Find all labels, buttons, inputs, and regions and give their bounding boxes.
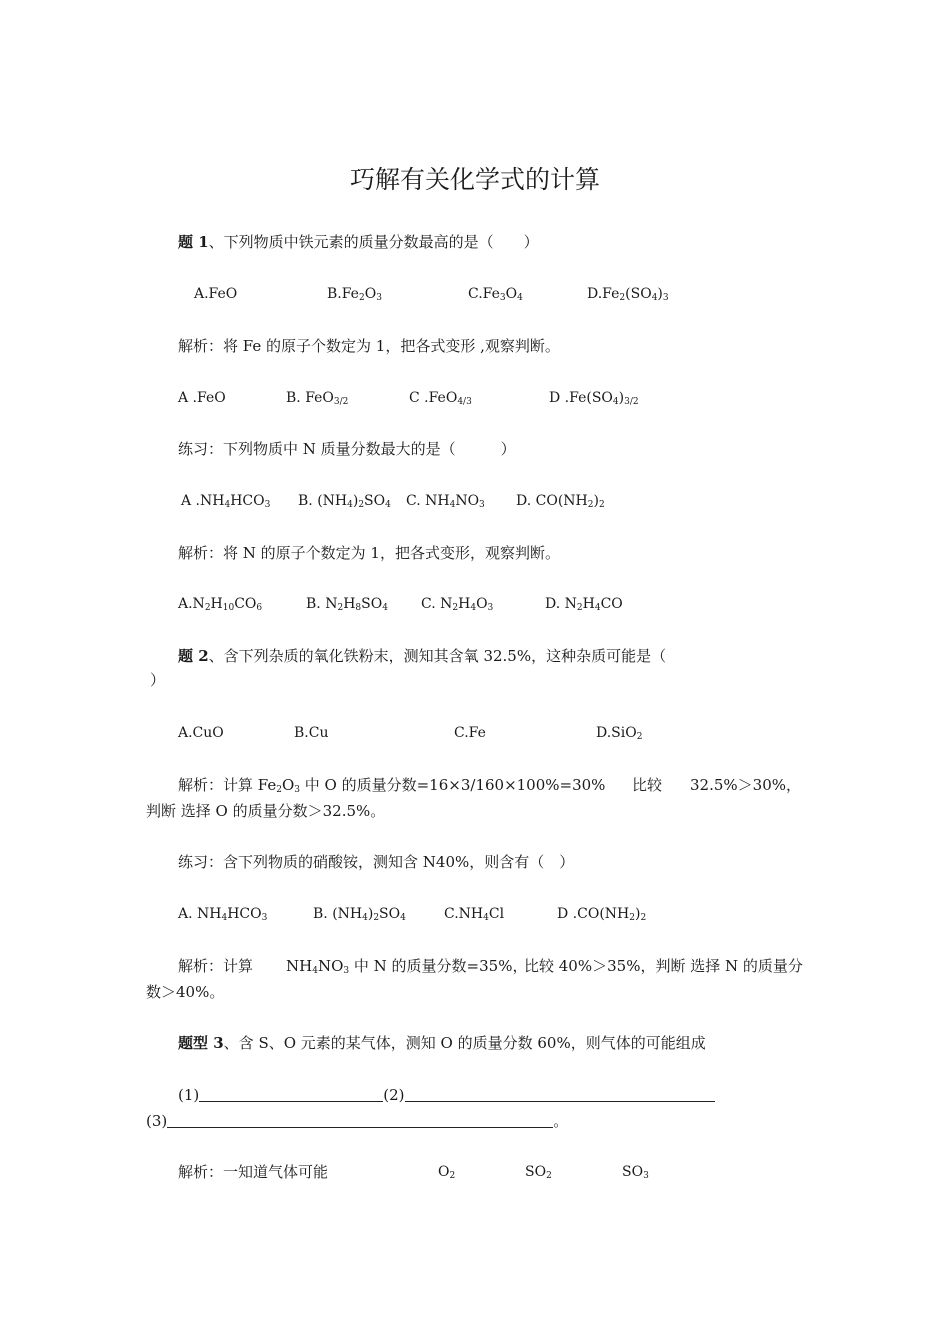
exercise-1-analysis: 解析：将 N 的原子个数定为 1，把各式变形，观察判断。 (178, 544, 560, 562)
option-d: $D.Fe_2(SO_4)_3$ (587, 286, 669, 303)
option-d: D $.CO(NH_2)_2$ (557, 906, 647, 923)
question-1 (178, 232, 539, 252)
exercise-2-analysis-line2: 数＞40%。 (146, 983, 225, 1001)
question-1-analysis: 解析：将 Fe 的原子个数定为 1，把各式变形 ,观察判断。 (178, 337, 560, 355)
option-c: C. $NH_4NO_3$ (406, 493, 485, 510)
question-2 (178, 646, 666, 666)
analysis-option-d: D. $N_2H_4CO$ (545, 596, 623, 613)
analysis-option-b: B. $N_2H_8SO_4$ (306, 596, 388, 613)
option-a: A.CuO (178, 725, 224, 741)
gas-so3: $SO_3$ (622, 1164, 649, 1181)
answer-blank-1[interactable] (199, 1086, 383, 1102)
analysis-option-d: D $.Fe(SO_4)_{3/2}$ (549, 390, 639, 407)
option-d: D. $CO(NH_2)_2$ (516, 493, 605, 510)
option-c: C.Fe (454, 725, 486, 741)
exercise-1-text: 练习：下列物质中 N 质量分数最大的是（ ） (178, 440, 516, 458)
option-d: D.SiO$_2$ (596, 725, 643, 742)
question-2-text: 、含下列杂质的氧化铁粉末，测知其含氧 32.5%，这种杂质可能是（ (208, 647, 667, 665)
option-b: $B.Fe_2O_3$ (327, 286, 382, 303)
gas-o2: $O_2$ (438, 1164, 456, 1181)
answer-blanks-row-2: (3) 。 (146, 1112, 569, 1130)
page-title: 巧解有关化学式的计算 (349, 165, 600, 194)
question-2-text-end: ） (150, 671, 166, 689)
exercise-2-text: 练习：含下列物质的硝酸铵，测知含 N40%，则含有（ ） (178, 853, 575, 871)
answer-blank-3[interactable] (167, 1112, 553, 1128)
question-1-text: 、下列物质中铁元素的质量分数最高的是（ ） (208, 233, 539, 251)
question-2-label: 题 2 (178, 647, 209, 665)
option-b: B. $(NH_4)_2SO_4$ (298, 493, 391, 510)
question-3-text: 、含 S、O 元素的某气体，测知 O 的质量分数 60%，则气体的可能组成 (223, 1034, 706, 1052)
option-a: A.FeO (194, 286, 238, 302)
analysis-option-b: B. FeO$_{3/2}$ (286, 390, 349, 407)
analysis-option-a: $A.N_2H_{10}CO_6$ (178, 596, 263, 613)
question-3-label: 题型 3 (178, 1034, 224, 1052)
answer-blanks-row-1: (1) (2) (178, 1085, 715, 1105)
analysis-option-c: C .FeO$_{4/3}$ (409, 390, 472, 407)
question-3 (178, 1033, 706, 1053)
option-a: A $.NH_4HCO_3$ (181, 493, 271, 510)
question-1-label: 题 1 (178, 233, 209, 251)
option-a: A. $NH_4HCO_3$ (178, 906, 268, 923)
option-b: B.Cu (294, 725, 329, 741)
analysis-option-a: A .FeO (178, 390, 226, 406)
analysis-option-c: C. $N_2H_4O_3$ (421, 596, 494, 613)
gas-so2: $SO_2$ (525, 1164, 552, 1181)
document-page: 巧解有关化学式的计算 题 1、下列物质中铁元素的质量分数最高的是（ ） A.FeO $B.Fe_2O_3$ $C.Fe_3O_4$ $D.Fe_2(SO_4)_3$ 解析：将 Fe 的原子个数定为 1，把各式变形 ,观察判断。 A .FeO B. FeO$_{3/2}$ C .FeO$_{4/3}$ D $.Fe(SO_4)_{3/2}$ 练习：下列物质中 N 质量分数最大的是（ ） A $.NH_4HCO_3$ B. $(NH_4)_2SO_4$ C. $NH_4NO_3$ D. $CO(NH_2)_2$ 解析：将 N 的原子个数定为 1，把各式变形，观察判断。 $A.N_2H_{10}CO_6$ B. $N_2H_8SO_4$ C. $N_2H_4O_3$ D. $N_2H_4CO$ 题 2、含下列杂质的氧化铁粉末，测知其含氧 32.5%，这种杂质可能是（ ） A.CuO B.Cu C.Fe D.SiO$_2$ 解析：计算 $Fe_2O_3$ 中 O 的质量分数=16×3/160×100%=30% 比较 32.5%＞30%， 判断 选择 O 的质量分数＞32.5%。 练习：含下列物质的硝酸铵，测知含 N40%，则含有（ ） A. $NH_4HCO_3$ B. $(NH_4)_2SO_4$ $C.NH_4Cl$ D $.CO(NH_2)_2$ 解析：计算 $NH_4NO_3$ 中 N 的质量分数=35%， 比较 40%＞35%，判断 选择 N 的质量分 数＞40%。 题型 3、含 S、O 元素的某气体，测知 O 的质量分数 60%，则气体的可能组成 (1) (2) (3) 。 解析：一知道气体可能 $O_2$ $SO_2$ $SO_3$ (0, 0, 950, 1344)
option-c: $C.NH_4Cl$ (444, 906, 505, 923)
option-c: $C.Fe_3O_4$ (468, 286, 523, 303)
question-2-analysis-line2: 判断 选择 O 的质量分数＞32.5%。 (146, 802, 386, 820)
option-b: B. $(NH_4)_2SO_4$ (313, 906, 406, 923)
answer-blank-2[interactable] (405, 1086, 715, 1102)
